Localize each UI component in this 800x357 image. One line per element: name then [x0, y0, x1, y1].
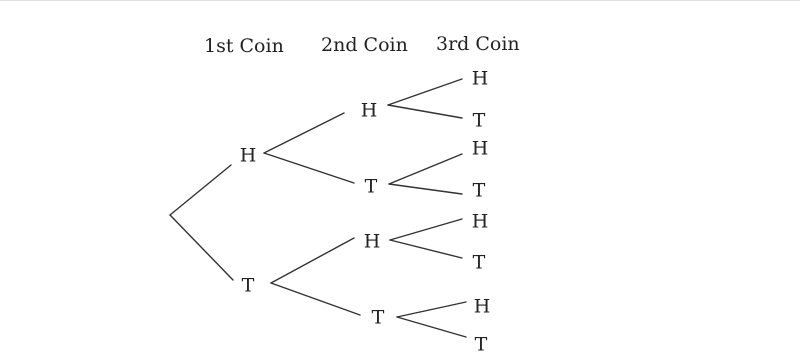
node-3rd-hht: T: [472, 109, 486, 132]
header-3rd-coin: 3rd Coin: [436, 33, 520, 55]
node-3rd-htt: T: [472, 179, 486, 202]
edge-tt-to-tth: [397, 302, 466, 317]
edge-tt-to-ttt: [397, 317, 466, 337]
edge-t-to-th: [271, 238, 354, 283]
node-1st-t: T: [241, 274, 255, 297]
edge-h-to-hh: [264, 113, 344, 153]
header-1st-coin: 1st Coin: [204, 35, 284, 57]
node-2nd-ht: T: [364, 175, 378, 198]
edge-root-to-h: [170, 165, 231, 215]
node-3rd-tth: H: [473, 295, 491, 318]
node-3rd-hhh: H: [471, 67, 489, 90]
edge-h-to-ht: [264, 153, 354, 183]
edge-root-to-t: [170, 215, 233, 280]
edge-ht-to-htt: [389, 184, 462, 194]
edge-ht-to-hth: [389, 154, 462, 184]
node-1st-h: H: [239, 144, 257, 167]
node-3rd-thh: H: [471, 210, 489, 233]
node-2nd-hh: H: [360, 99, 378, 122]
node-2nd-th: H: [363, 230, 381, 253]
node-3rd-tht: T: [472, 251, 486, 274]
node-3rd-hth: H: [471, 137, 489, 160]
edge-hh-to-hhh: [388, 79, 462, 105]
edge-t-to-tt: [271, 283, 360, 315]
header-2nd-coin: 2nd Coin: [321, 34, 408, 56]
edge-th-to-thh: [390, 219, 462, 240]
edge-th-to-tht: [390, 240, 462, 258]
edge-hh-to-hht: [388, 105, 462, 118]
node-3rd-ttt: T: [474, 333, 488, 356]
node-2nd-tt: T: [371, 306, 385, 329]
